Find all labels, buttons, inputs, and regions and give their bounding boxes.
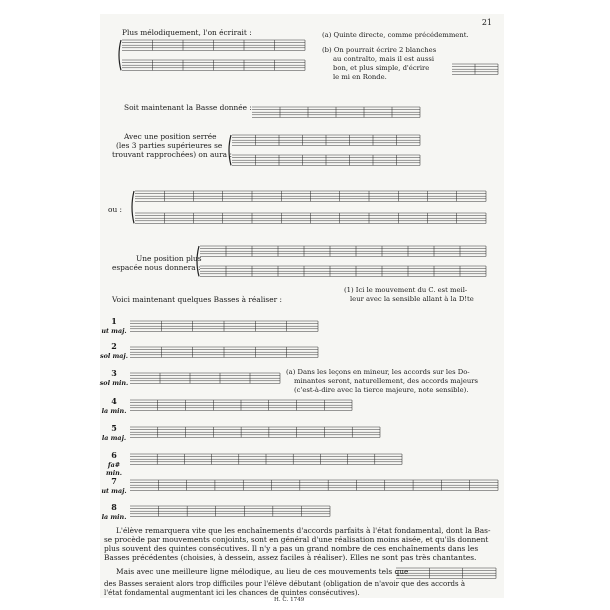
exercise-6-key: fa# min. xyxy=(105,461,123,477)
brace-ou xyxy=(132,191,134,223)
exercise-1-key: ut maj. xyxy=(101,327,127,335)
note-minor-line-3: (c'est-à-dire avec la tierce majeure, note sensible). xyxy=(294,386,469,394)
staff-close-treble xyxy=(232,135,420,145)
score-page xyxy=(99,14,504,603)
staff-open-treble xyxy=(200,246,486,256)
music-notation xyxy=(100,14,504,598)
staff-exercise-8 xyxy=(130,506,330,516)
close-position-line-1: Avec une position serrée xyxy=(124,132,217,141)
exercise-4-number: 4 xyxy=(111,396,117,406)
exercise-3-number: 3 xyxy=(111,368,117,378)
exercise-5-key: la maj. xyxy=(101,434,127,442)
exercise-4-key: la min. xyxy=(101,407,127,415)
staff-ou-bass xyxy=(135,213,486,223)
exercise-7-key: ut maj. xyxy=(101,487,127,495)
closing-line-1: L'élève remarquera vite que les enchaînements d'accords parfaits à l'état fondamental, dont la Bas- xyxy=(116,526,491,535)
final-lead: Mais avec une meilleure ligne mélodique, au lieu de ces mouvements tels que xyxy=(116,567,409,576)
staff-exercise-5 xyxy=(130,427,380,437)
staff-exercise-6 xyxy=(130,454,402,464)
staff-ou-treble xyxy=(135,191,486,201)
staff-exercise-3 xyxy=(130,373,280,383)
exercise-2-number: 2 xyxy=(111,341,117,351)
note-c-line-1: (1) Ici le mouvement du C. est meil- xyxy=(344,286,468,294)
staff-exercise-1 xyxy=(130,321,318,331)
final-line-2: l'état fondamental augmentant ici les chances de quintes consécutives). xyxy=(104,589,360,597)
staff-bass-given xyxy=(252,107,420,117)
note-b-line-3: bon, et plus simple, d'écrire xyxy=(333,64,430,72)
exercise-7-number: 7 xyxy=(111,476,117,486)
intro-text: Plus mélodiquement, l'on écrirait : xyxy=(122,28,252,37)
closing-line-4: Basses précédentes (choisies, à dessein, assez faciles à réaliser). Elles ne sont pas très chantantes. xyxy=(104,553,477,562)
plate-number: H. C. 1749 xyxy=(274,597,305,603)
exercise-5-number: 5 xyxy=(111,423,117,433)
open-position-line-1: Une position plus xyxy=(136,254,202,263)
open-position-line-2: espacée nous donnera : xyxy=(112,263,201,272)
brace-ex1 xyxy=(119,40,121,70)
close-position-line-2: (les 3 parties supérieures se xyxy=(116,141,223,150)
exercise-1-number: 1 xyxy=(111,316,117,326)
closing-line-2: se procède par mouvements conjoints, sont en général d'une réalisation moins aisée, et qu'ils donnent xyxy=(104,535,489,544)
note-minor-line-2: minantes seront, naturellement, des accords majeurs xyxy=(294,377,478,385)
bass-given-label: Soit maintenant la Basse donnée : xyxy=(124,103,252,112)
exercise-6-number: 6 xyxy=(111,450,117,460)
note-b-line-4: le mi en Ronde. xyxy=(333,73,387,81)
closing-line-3: plus souvent des quintes consécutives. Il n'y a pas un grand nombre de ces enchaînements dans les xyxy=(104,544,479,553)
staff-exercise-7 xyxy=(130,480,498,490)
exercise-3-key: sol min. xyxy=(99,379,129,387)
staff-exercise-4 xyxy=(130,400,352,410)
note-b-line-1: (b) On pourrait écrire 2 blanches xyxy=(322,46,437,54)
note-a: (a) Quinte directe, comme précédemment. xyxy=(322,31,469,39)
staff-close-bass xyxy=(232,155,420,165)
ou-label: ou : xyxy=(108,205,123,214)
exercise-2-key: sol maj. xyxy=(100,352,128,360)
note-minor-line-1: (a) Dans les leçons en mineur, les accords sur les Do- xyxy=(286,368,470,376)
page-number: 21 xyxy=(481,18,492,27)
staff-note-b-example xyxy=(452,64,498,74)
final-line-1: des Basses seraient alors trop difficiles pour l'élève débutant (obligation de n'avoir que des accords à xyxy=(104,580,466,588)
note-c-line-2: leur avec la sensible allant à la D!te xyxy=(350,295,474,303)
staff-final-example xyxy=(396,568,496,578)
staff-ex1-treble xyxy=(122,40,305,50)
staff-ex1-bass xyxy=(122,60,305,70)
note-b-line-2: au contralto, mais il est aussi xyxy=(333,55,435,63)
staff-exercise-2 xyxy=(130,347,318,357)
exercise-8-number: 8 xyxy=(111,502,117,512)
close-position-line-3: trouvant rapprochées) on aura : xyxy=(112,150,232,159)
exercise-8-key: la min. xyxy=(101,513,127,521)
basses-to-realize-label: Voici maintenant quelques Basses à réaliser : xyxy=(112,295,282,304)
staff-open-bass xyxy=(200,266,486,276)
